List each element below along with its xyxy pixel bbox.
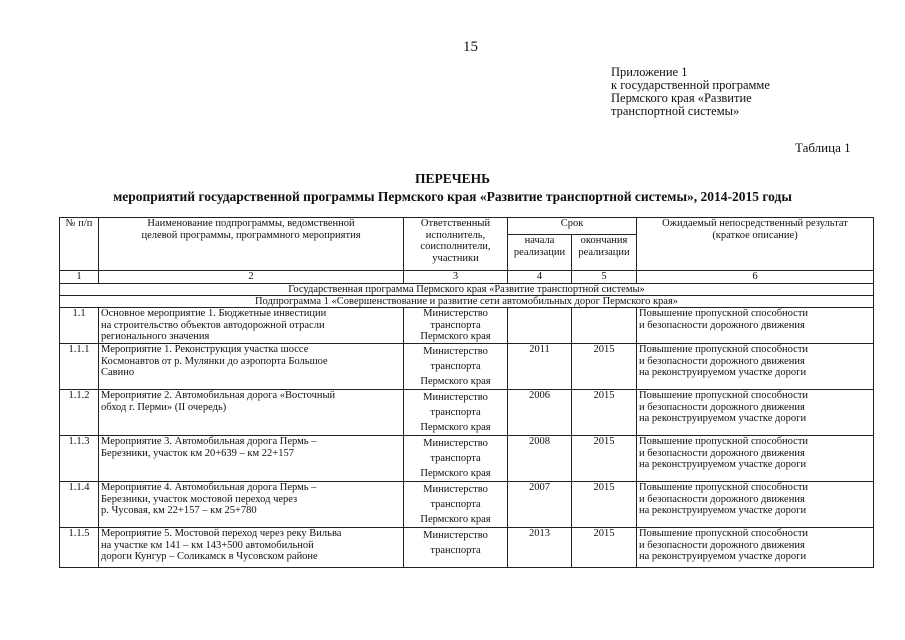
row-number: 1.1.4 — [60, 482, 99, 528]
row-end-year: 2015 — [572, 344, 637, 390]
header-end — [572, 235, 637, 271]
row-name-line: Мероприятие 2. Автомобильная дорога «Восточный — [101, 390, 336, 401]
row-responsible — [404, 482, 508, 528]
row-result-line: и безопасности дорожного движения — [639, 539, 805, 551]
row-start-year: 2007 — [508, 482, 572, 528]
column-number: 6 — [637, 271, 874, 284]
row-result — [637, 390, 874, 436]
row-responsible-line: транспорта — [430, 545, 481, 556]
program-title: Государственная программа Пермского края «Развитие транспортной системы» — [60, 284, 874, 296]
row-name-line: Основное мероприятие 1. Бюджетные инвестиции — [101, 308, 327, 319]
row-result — [637, 436, 874, 482]
document-subtitle: мероприятий государственной программы Пермского края «Развитие транспортной системы», 2014-2015 годы — [113, 189, 792, 204]
appendix-note — [611, 66, 770, 118]
appendix-line: Пермского края «Развитие — [611, 91, 752, 105]
appendix-line: к государственной программе — [611, 78, 770, 92]
row-responsible — [404, 308, 508, 344]
row-number: 1.1.3 — [60, 436, 99, 482]
header-responsible-line: Ответственный — [420, 218, 491, 229]
header-term: Срок — [508, 218, 637, 235]
row-number: 1.1.2 — [60, 390, 99, 436]
subprogram-row — [60, 296, 874, 308]
header-result-line: Ожидаемый непосредственный результат — [662, 218, 848, 229]
program-row — [60, 284, 874, 296]
row-result-line: Повышение пропускной способности — [639, 528, 809, 539]
header-end-line: реализации — [578, 246, 630, 258]
row-name-line: Березники, участок км 20+639 – км 22+157 — [101, 447, 294, 459]
row-responsible-line: Министерство — [423, 346, 488, 357]
header-responsible-line: участники — [432, 252, 479, 264]
row-end-year: 2015 — [572, 528, 637, 568]
header-start-line: начала — [524, 235, 555, 246]
header-result-line: (краткое описание) — [712, 229, 798, 241]
row-name-line: Мероприятие 3. Автомобильная дорога Пермь – — [101, 436, 317, 447]
column-number: 3 — [404, 271, 508, 284]
row-result-line: и безопасности дорожного движения — [639, 401, 805, 413]
row-result-line: Повышение пропускной способности — [639, 436, 809, 447]
header-responsible-line: соисполнители, — [420, 241, 491, 252]
row-name — [99, 344, 404, 390]
row-start-year: 2008 — [508, 436, 572, 482]
row-name-line: Мероприятие 5. Мостовой переход через реку Вильва — [101, 528, 342, 539]
row-result — [637, 528, 874, 568]
header-name-line: целевой программы, программного мероприятия — [141, 229, 361, 241]
row-result-line: Повышение пропускной способности — [639, 344, 809, 355]
row-name-line: регионального значения — [101, 331, 210, 342]
row-responsible-line: транспорта — [430, 453, 481, 464]
row-name — [99, 528, 404, 568]
appendix-line: Приложение 1 — [611, 65, 688, 79]
row-start-year: 2011 — [508, 344, 572, 390]
row-result-line: на реконструируемом участке дороги — [639, 413, 807, 424]
row-responsible-line: Министерство — [423, 484, 488, 495]
column-number: 2 — [99, 271, 404, 284]
column-number-row — [60, 271, 874, 284]
row-number: 1.1 — [60, 308, 99, 344]
measures-table — [59, 217, 874, 568]
row-responsible-line: Пермского края — [420, 422, 491, 433]
header-responsible — [404, 218, 508, 271]
row-number: 1.1.1 — [60, 344, 99, 390]
row-result-line: на реконструируемом участке дороги — [639, 367, 807, 378]
row-result-line: Повышение пропускной способности — [639, 482, 809, 493]
row-start-year — [508, 308, 572, 344]
table-row — [60, 436, 874, 482]
row-name-line: Мероприятие 4. Автомобильная дорога Пермь – — [101, 482, 317, 493]
row-name-line: Савино — [101, 367, 135, 378]
row-responsible-line: Министерство — [423, 308, 488, 319]
row-responsible-line: Пермского края — [420, 331, 491, 342]
row-name-line: Мероприятие 1. Реконструкция участка шоссе — [101, 344, 309, 355]
row-responsible-line: Пермского края — [420, 514, 491, 525]
header-responsible-line: исполнитель, — [425, 229, 486, 241]
row-result-line: и безопасности дорожного движения — [639, 355, 805, 367]
table-row — [60, 482, 874, 528]
row-result-line: на реконструируемом участке дороги — [639, 551, 807, 562]
header-num: № п/п — [60, 218, 99, 271]
column-number: 5 — [572, 271, 637, 284]
row-responsible-line: Пермского края — [420, 468, 491, 479]
row-name-line: на участке км 141 – км 143+500 автомобильной — [101, 539, 314, 551]
row-name-line: дороги Кунгур – Соликамск в Чусовском районе — [101, 551, 318, 562]
row-result-line: и безопасности дорожного движения — [639, 447, 805, 459]
row-end-year: 2015 — [572, 482, 637, 528]
row-responsible-line: транспорта — [430, 499, 481, 510]
row-responsible-line: Министерство — [423, 392, 488, 403]
row-name-line: обход г. Перми» (II очередь) — [101, 401, 227, 413]
row-result-line: Повышение пропускной способности — [639, 308, 809, 319]
row-result-line: Повышение пропускной способности — [639, 390, 809, 401]
row-responsible — [404, 528, 508, 568]
row-responsible-line: транспорта — [430, 361, 481, 372]
row-result-line: и безопасности дорожного движения — [639, 319, 805, 331]
row-result — [637, 308, 874, 344]
row-name — [99, 308, 404, 344]
row-result — [637, 482, 874, 528]
row-responsible-line: транспорта — [430, 407, 481, 418]
row-responsible-line: транспорта — [430, 319, 481, 331]
row-name — [99, 436, 404, 482]
row-name-line: Космонавтов от р. Мулянки до аэропорта Большое — [101, 355, 328, 367]
row-responsible-line: Министерство — [423, 530, 488, 541]
header-end-line: окончания — [580, 235, 628, 246]
page-number: 15 — [463, 39, 478, 55]
row-name-line: Березники, участок мостовой переход через — [101, 493, 298, 505]
row-responsible-line: Министерство — [423, 438, 488, 449]
table-row — [60, 390, 874, 436]
row-result-line: на реконструируемом участке дороги — [639, 505, 807, 516]
document-title: ПЕРЕЧЕНЬ — [414, 171, 491, 186]
row-responsible — [404, 436, 508, 482]
subprogram-title: Подпрограмма 1 «Совершенствование и развитие сети автомобильных дорог Пермского края» — [60, 296, 874, 308]
row-responsible-line: Пермского края — [420, 376, 491, 387]
table-row — [60, 308, 874, 344]
row-start-year: 2006 — [508, 390, 572, 436]
row-result — [637, 344, 874, 390]
table-row — [60, 528, 874, 568]
row-number: 1.1.5 — [60, 528, 99, 568]
row-result-line: и безопасности дорожного движения — [639, 493, 805, 505]
column-number: 4 — [508, 271, 572, 284]
table-row — [60, 344, 874, 390]
row-responsible — [404, 344, 508, 390]
header-start-line: реализации — [513, 246, 566, 258]
row-responsible — [404, 390, 508, 436]
row-name — [99, 482, 404, 528]
table-label: Таблица 1 — [795, 140, 851, 155]
header-start — [508, 235, 572, 271]
row-end-year — [572, 308, 637, 344]
row-result-line: на реконструируемом участке дороги — [639, 459, 807, 470]
column-number: 1 — [60, 271, 99, 284]
header-name-line: Наименование подпрограммы, ведомственной — [147, 218, 355, 229]
appendix-line: транспортной системы» — [611, 104, 740, 118]
row-end-year: 2015 — [572, 390, 637, 436]
row-name-line: р. Чусовая, км 22+157 – км 25+780 — [101, 505, 257, 516]
header-name — [99, 218, 404, 271]
row-end-year: 2015 — [572, 436, 637, 482]
row-start-year: 2013 — [508, 528, 572, 568]
header-result — [637, 218, 874, 271]
row-name-line: на строительство объектов автодорожной отрасли — [101, 319, 325, 331]
row-name — [99, 390, 404, 436]
